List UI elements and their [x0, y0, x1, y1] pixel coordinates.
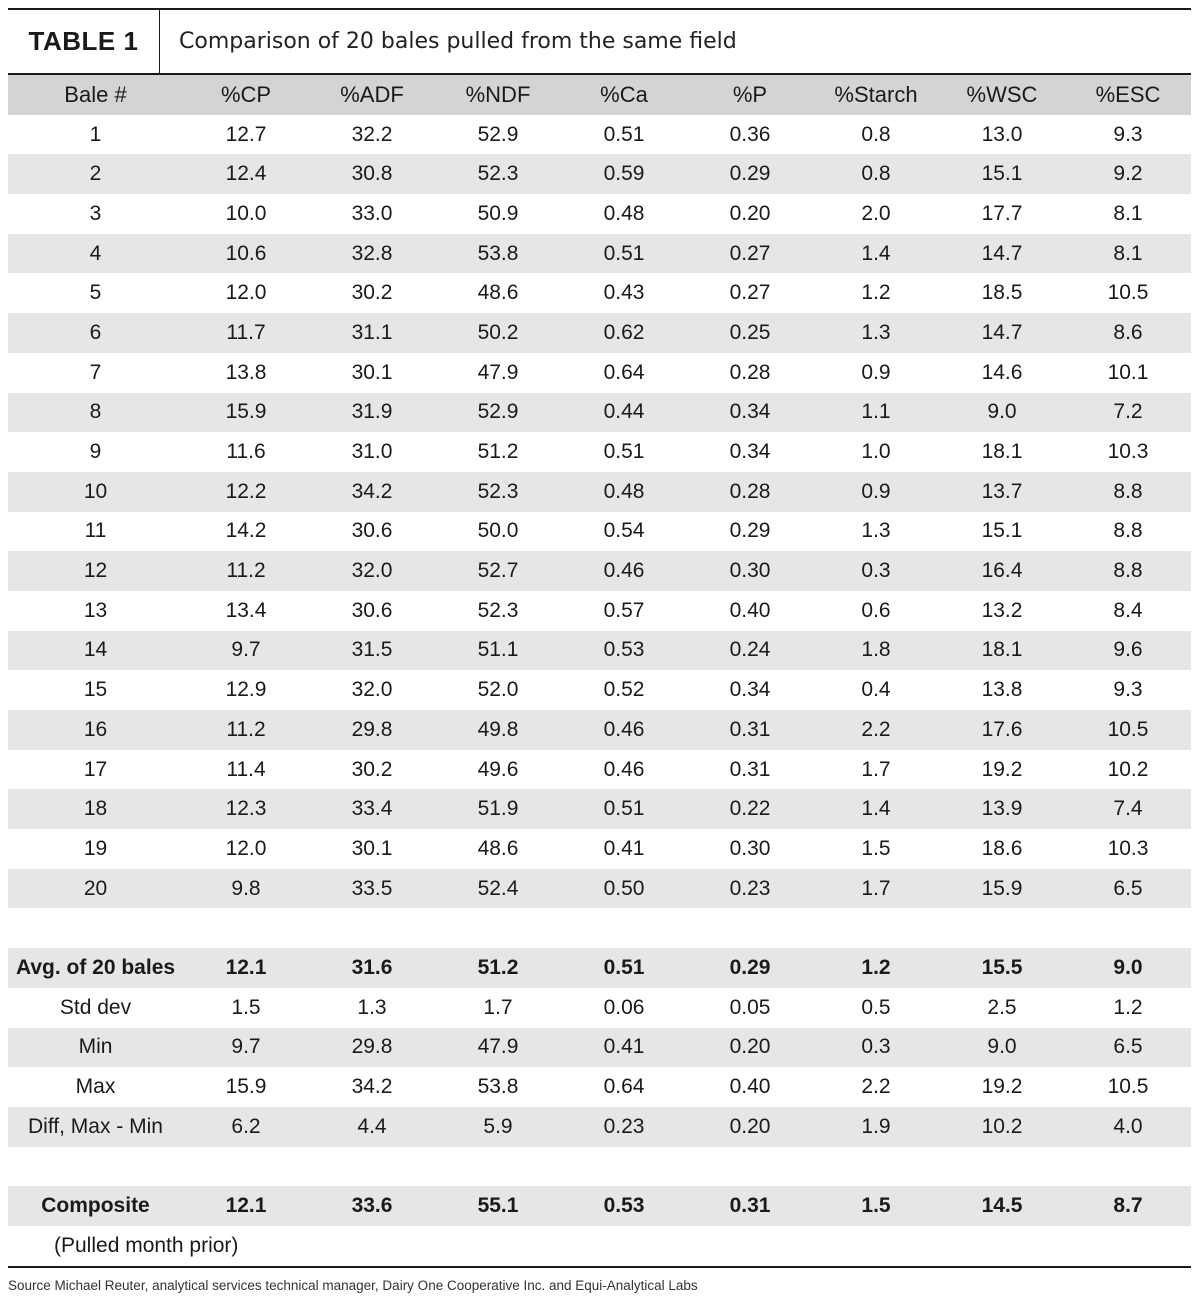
row-label-cell: 4 — [8, 234, 183, 274]
value-cell: 13.4 — [183, 591, 309, 631]
value-cell: 31.0 — [309, 432, 435, 472]
value-cell: 9.7 — [183, 631, 309, 671]
value-cell: 0.6 — [813, 591, 939, 631]
row-label-cell: Composite — [8, 1186, 183, 1226]
value-cell: 0.30 — [687, 551, 813, 591]
value-cell: 10.5 — [1065, 1067, 1191, 1107]
value-cell: 0.51 — [561, 432, 687, 472]
column-header: %Ca — [561, 75, 687, 115]
value-cell: 0.44 — [561, 393, 687, 433]
value-cell: 1.0 — [813, 432, 939, 472]
column-header: %WSC — [939, 75, 1065, 115]
value-cell: 12.3 — [183, 789, 309, 829]
summary-row — [8, 1028, 1191, 1068]
composite-row — [8, 1186, 1191, 1226]
value-cell: 13.7 — [939, 472, 1065, 512]
value-cell: 9.3 — [1065, 115, 1191, 155]
column-header: %Starch — [813, 75, 939, 115]
value-cell: 12.2 — [183, 472, 309, 512]
column-header: %CP — [183, 75, 309, 115]
value-cell: 0.9 — [813, 353, 939, 393]
value-cell: 34.2 — [309, 472, 435, 512]
value-cell: 0.5 — [813, 988, 939, 1028]
value-cell: 0.51 — [561, 115, 687, 155]
value-cell: 53.8 — [435, 234, 561, 274]
value-cell: 0.3 — [813, 1028, 939, 1068]
value-cell: 15.9 — [939, 869, 1065, 909]
value-cell: 2.0 — [813, 194, 939, 234]
value-cell: 11.6 — [183, 432, 309, 472]
value-cell: 1.5 — [813, 829, 939, 869]
value-cell: 8.8 — [1065, 472, 1191, 512]
value-cell: 8.1 — [1065, 234, 1191, 274]
value-cell: 14.7 — [939, 234, 1065, 274]
value-cell: 30.2 — [309, 750, 435, 790]
value-cell: 1.4 — [813, 234, 939, 274]
value-cell: 30.1 — [309, 829, 435, 869]
value-cell: 52.4 — [435, 869, 561, 909]
value-cell: 0.53 — [561, 631, 687, 671]
value-cell: 17.7 — [939, 194, 1065, 234]
row-label-cell: 8 — [8, 393, 183, 433]
value-cell: 0.51 — [561, 234, 687, 274]
table-title: Comparison of 20 bales pulled from the same field — [179, 29, 737, 54]
value-cell: 0.05 — [687, 988, 813, 1028]
value-cell: 1.3 — [813, 313, 939, 353]
value-cell: 32.0 — [309, 551, 435, 591]
summary-row — [8, 1067, 1191, 1107]
value-cell: 31.6 — [309, 948, 435, 988]
value-cell: 0.54 — [561, 512, 687, 552]
bale-row — [8, 512, 1191, 552]
value-cell: 0.8 — [813, 115, 939, 155]
bale-row — [8, 115, 1191, 155]
spacer-cell — [8, 908, 1191, 948]
value-cell: 33.0 — [309, 194, 435, 234]
value-cell: 0.51 — [561, 789, 687, 829]
value-cell: 0.22 — [687, 789, 813, 829]
row-label-cell: 5 — [8, 273, 183, 313]
row-label-cell: 19 — [8, 829, 183, 869]
value-cell: 10.5 — [1065, 710, 1191, 750]
value-cell: 0.62 — [561, 313, 687, 353]
value-cell: 0.34 — [687, 432, 813, 472]
value-cell: 6.5 — [1065, 1028, 1191, 1068]
value-cell: 0.50 — [561, 869, 687, 909]
value-cell: 29.8 — [309, 1028, 435, 1068]
bale-row — [8, 551, 1191, 591]
value-cell: 0.48 — [561, 472, 687, 512]
value-cell: 0.31 — [687, 710, 813, 750]
bale-row — [8, 591, 1191, 631]
bale-row — [8, 313, 1191, 353]
value-cell: 53.8 — [435, 1067, 561, 1107]
value-cell: 51.9 — [435, 789, 561, 829]
column-header: Bale # — [8, 75, 183, 115]
value-cell: 15.5 — [939, 948, 1065, 988]
value-cell: 0.51 — [561, 948, 687, 988]
value-cell: 13.0 — [939, 115, 1065, 155]
value-cell: 0.53 — [561, 1186, 687, 1226]
value-cell: 0.64 — [561, 1067, 687, 1107]
spacer-row — [8, 908, 1191, 948]
value-cell: 32.8 — [309, 234, 435, 274]
bale-comparison-table — [8, 75, 1191, 1266]
row-label-cell: 10 — [8, 472, 183, 512]
value-cell: 13.8 — [939, 670, 1065, 710]
value-cell: 31.1 — [309, 313, 435, 353]
value-cell: 0.48 — [561, 194, 687, 234]
row-label-cell: 7 — [8, 353, 183, 393]
value-cell: 33.4 — [309, 789, 435, 829]
value-cell: 0.06 — [561, 988, 687, 1028]
value-cell: 0.23 — [561, 1107, 687, 1147]
row-label-cell: 16 — [8, 710, 183, 750]
value-cell: 48.6 — [435, 829, 561, 869]
value-cell: 10.2 — [939, 1107, 1065, 1147]
bale-row — [8, 829, 1191, 869]
value-cell: 14.7 — [939, 313, 1065, 353]
value-cell: 0.46 — [561, 551, 687, 591]
value-cell: 8.6 — [1065, 313, 1191, 353]
value-cell: 0.29 — [687, 948, 813, 988]
value-cell: 14.2 — [183, 512, 309, 552]
value-cell: 15.1 — [939, 512, 1065, 552]
value-cell: 29.8 — [309, 710, 435, 750]
value-cell: 49.6 — [435, 750, 561, 790]
value-cell: 47.9 — [435, 1028, 561, 1068]
row-label-cell: 18 — [8, 789, 183, 829]
value-cell: 0.46 — [561, 750, 687, 790]
value-cell: 52.3 — [435, 591, 561, 631]
value-cell: 0.40 — [687, 591, 813, 631]
value-cell: 30.8 — [309, 154, 435, 194]
value-cell: 52.9 — [435, 115, 561, 155]
value-cell: 50.2 — [435, 313, 561, 353]
column-header: %NDF — [435, 75, 561, 115]
value-cell: 0.24 — [687, 631, 813, 671]
value-cell: 0.34 — [687, 393, 813, 433]
value-cell: 52.3 — [435, 472, 561, 512]
value-cell: 1.2 — [813, 948, 939, 988]
value-cell: 1.7 — [813, 869, 939, 909]
value-cell: 11.2 — [183, 710, 309, 750]
value-cell: 18.6 — [939, 829, 1065, 869]
value-cell: 2.5 — [939, 988, 1065, 1028]
value-cell: 5.9 — [435, 1107, 561, 1147]
bale-row — [8, 353, 1191, 393]
value-cell: 0.4 — [813, 670, 939, 710]
composite-note: (Pulled month prior) — [8, 1226, 1191, 1266]
value-cell: 0.28 — [687, 472, 813, 512]
row-label-cell: 14 — [8, 631, 183, 671]
row-label-cell: 3 — [8, 194, 183, 234]
value-cell: 52.9 — [435, 393, 561, 433]
value-cell: 4.4 — [309, 1107, 435, 1147]
row-label-cell: 9 — [8, 432, 183, 472]
value-cell: 1.1 — [813, 393, 939, 433]
value-cell: 34.2 — [309, 1067, 435, 1107]
value-cell: 7.2 — [1065, 393, 1191, 433]
row-label-cell: 15 — [8, 670, 183, 710]
value-cell: 1.5 — [813, 1186, 939, 1226]
bottom-rule — [8, 1266, 1191, 1268]
bale-row — [8, 472, 1191, 512]
value-cell: 30.6 — [309, 591, 435, 631]
value-cell: 0.3 — [813, 551, 939, 591]
value-cell: 1.2 — [1065, 988, 1191, 1028]
value-cell: 15.9 — [183, 393, 309, 433]
value-cell: 49.8 — [435, 710, 561, 750]
value-cell: 0.30 — [687, 829, 813, 869]
value-cell: 4.0 — [1065, 1107, 1191, 1147]
value-cell: 0.57 — [561, 591, 687, 631]
value-cell: 47.9 — [435, 353, 561, 393]
bale-row — [8, 194, 1191, 234]
row-label-cell: 2 — [8, 154, 183, 194]
value-cell: 51.1 — [435, 631, 561, 671]
bale-row — [8, 710, 1191, 750]
value-cell: 0.52 — [561, 670, 687, 710]
bale-row — [8, 154, 1191, 194]
value-cell: 8.8 — [1065, 512, 1191, 552]
value-cell: 12.7 — [183, 115, 309, 155]
value-cell: 10.5 — [1065, 273, 1191, 313]
value-cell: 12.0 — [183, 273, 309, 313]
value-cell: 13.2 — [939, 591, 1065, 631]
value-cell: 7.4 — [1065, 789, 1191, 829]
value-cell: 51.2 — [435, 432, 561, 472]
value-cell: 15.9 — [183, 1067, 309, 1107]
value-cell: 30.6 — [309, 512, 435, 552]
value-cell: 9.2 — [1065, 154, 1191, 194]
spacer-cell — [8, 1147, 1191, 1187]
value-cell: 0.20 — [687, 194, 813, 234]
value-cell: 0.27 — [687, 234, 813, 274]
value-cell: 0.20 — [687, 1028, 813, 1068]
value-cell: 2.2 — [813, 1067, 939, 1107]
row-label-cell: 1 — [8, 115, 183, 155]
row-label-cell: Std dev — [8, 988, 183, 1028]
value-cell: 6.5 — [1065, 869, 1191, 909]
value-cell: 8.1 — [1065, 194, 1191, 234]
row-label-cell: 6 — [8, 313, 183, 353]
value-cell: 8.4 — [1065, 591, 1191, 631]
value-cell: 18.1 — [939, 432, 1065, 472]
value-cell: 9.8 — [183, 869, 309, 909]
value-cell: 0.9 — [813, 472, 939, 512]
row-label-cell: 17 — [8, 750, 183, 790]
value-cell: 1.9 — [813, 1107, 939, 1147]
bale-row — [8, 273, 1191, 313]
row-label-cell: 11 — [8, 512, 183, 552]
bale-row — [8, 869, 1191, 909]
value-cell: 1.4 — [813, 789, 939, 829]
value-cell: 9.0 — [1065, 948, 1191, 988]
row-label-cell: 13 — [8, 591, 183, 631]
column-header: %ESC — [1065, 75, 1191, 115]
value-cell: 19.2 — [939, 1067, 1065, 1107]
value-cell: 0.23 — [687, 869, 813, 909]
column-header: %ADF — [309, 75, 435, 115]
value-cell: 50.9 — [435, 194, 561, 234]
value-cell: 10.2 — [1065, 750, 1191, 790]
value-cell: 9.7 — [183, 1028, 309, 1068]
value-cell: 17.6 — [939, 710, 1065, 750]
value-cell: 0.31 — [687, 1186, 813, 1226]
value-cell: 10.0 — [183, 194, 309, 234]
value-cell: 0.41 — [561, 1028, 687, 1068]
value-cell: 1.3 — [309, 988, 435, 1028]
value-cell: 2.2 — [813, 710, 939, 750]
value-cell: 1.5 — [183, 988, 309, 1028]
title-bar — [8, 8, 1191, 75]
bale-row — [8, 234, 1191, 274]
value-cell: 12.1 — [183, 1186, 309, 1226]
row-label-cell: Diff, Max - Min — [8, 1107, 183, 1147]
row-label-cell: 12 — [8, 551, 183, 591]
value-cell: 51.2 — [435, 948, 561, 988]
value-cell: 50.0 — [435, 512, 561, 552]
row-label-cell: 20 — [8, 869, 183, 909]
value-cell: 1.7 — [813, 750, 939, 790]
value-cell: 52.7 — [435, 551, 561, 591]
value-cell: 0.59 — [561, 154, 687, 194]
value-cell: 1.3 — [813, 512, 939, 552]
summary-row — [8, 988, 1191, 1028]
row-label-cell: Min — [8, 1028, 183, 1068]
value-cell: 0.41 — [561, 829, 687, 869]
value-cell: 10.3 — [1065, 829, 1191, 869]
value-cell: 52.3 — [435, 154, 561, 194]
value-cell: 10.1 — [1065, 353, 1191, 393]
value-cell: 0.43 — [561, 273, 687, 313]
value-cell: 0.29 — [687, 512, 813, 552]
value-cell: 10.3 — [1065, 432, 1191, 472]
value-cell: 12.0 — [183, 829, 309, 869]
value-cell: 1.7 — [435, 988, 561, 1028]
value-cell: 11.2 — [183, 551, 309, 591]
value-cell: 14.6 — [939, 353, 1065, 393]
summary-row — [8, 948, 1191, 988]
value-cell: 0.8 — [813, 154, 939, 194]
value-cell: 12.9 — [183, 670, 309, 710]
bale-row — [8, 432, 1191, 472]
value-cell: 8.8 — [1065, 551, 1191, 591]
bale-row — [8, 631, 1191, 671]
value-cell: 13.8 — [183, 353, 309, 393]
value-cell: 32.2 — [309, 115, 435, 155]
value-cell: 0.31 — [687, 750, 813, 790]
value-cell: 55.1 — [435, 1186, 561, 1226]
value-cell: 1.2 — [813, 273, 939, 313]
value-cell: 48.6 — [435, 273, 561, 313]
value-cell: 32.0 — [309, 670, 435, 710]
row-label-cell: Max — [8, 1067, 183, 1107]
value-cell: 0.27 — [687, 273, 813, 313]
value-cell: 18.5 — [939, 273, 1065, 313]
composite-note-row — [8, 1226, 1191, 1266]
bale-row — [8, 750, 1191, 790]
spacer-row — [8, 1147, 1191, 1187]
value-cell: 0.25 — [687, 313, 813, 353]
table-figure — [8, 8, 1191, 1293]
value-cell: 9.6 — [1065, 631, 1191, 671]
value-cell: 31.9 — [309, 393, 435, 433]
value-cell: 0.40 — [687, 1067, 813, 1107]
value-cell: 13.9 — [939, 789, 1065, 829]
value-cell: 52.0 — [435, 670, 561, 710]
value-cell: 33.5 — [309, 869, 435, 909]
value-cell: 0.28 — [687, 353, 813, 393]
value-cell: 9.0 — [939, 1028, 1065, 1068]
value-cell: 18.1 — [939, 631, 1065, 671]
value-cell: 9.3 — [1065, 670, 1191, 710]
value-cell: 6.2 — [183, 1107, 309, 1147]
value-cell: 30.2 — [309, 273, 435, 313]
column-header: %P — [687, 75, 813, 115]
table-label: TABLE 1 — [8, 10, 160, 73]
value-cell: 10.6 — [183, 234, 309, 274]
summary-row — [8, 1107, 1191, 1147]
value-cell: 0.46 — [561, 710, 687, 750]
value-cell: 0.36 — [687, 115, 813, 155]
source-note: Source Michael Reuter, analytical services technical manager, Dairy One Cooperative Inc. and Equi-Analytical Labs — [8, 1277, 698, 1293]
value-cell: 0.20 — [687, 1107, 813, 1147]
bale-row — [8, 393, 1191, 433]
value-cell: 0.34 — [687, 670, 813, 710]
value-cell: 9.0 — [939, 393, 1065, 433]
value-cell: 12.1 — [183, 948, 309, 988]
header-row — [8, 75, 1191, 115]
value-cell: 12.4 — [183, 154, 309, 194]
value-cell: 30.1 — [309, 353, 435, 393]
value-cell: 15.1 — [939, 154, 1065, 194]
value-cell: 16.4 — [939, 551, 1065, 591]
value-cell: 11.4 — [183, 750, 309, 790]
value-cell: 33.6 — [309, 1186, 435, 1226]
value-cell: 19.2 — [939, 750, 1065, 790]
value-cell: 14.5 — [939, 1186, 1065, 1226]
value-cell: 11.7 — [183, 313, 309, 353]
row-label-cell: Avg. of 20 bales — [8, 948, 183, 988]
bale-row — [8, 670, 1191, 710]
value-cell: 0.64 — [561, 353, 687, 393]
bale-row — [8, 789, 1191, 829]
value-cell: 8.7 — [1065, 1186, 1191, 1226]
value-cell: 0.29 — [687, 154, 813, 194]
value-cell: 1.8 — [813, 631, 939, 671]
value-cell: 31.5 — [309, 631, 435, 671]
